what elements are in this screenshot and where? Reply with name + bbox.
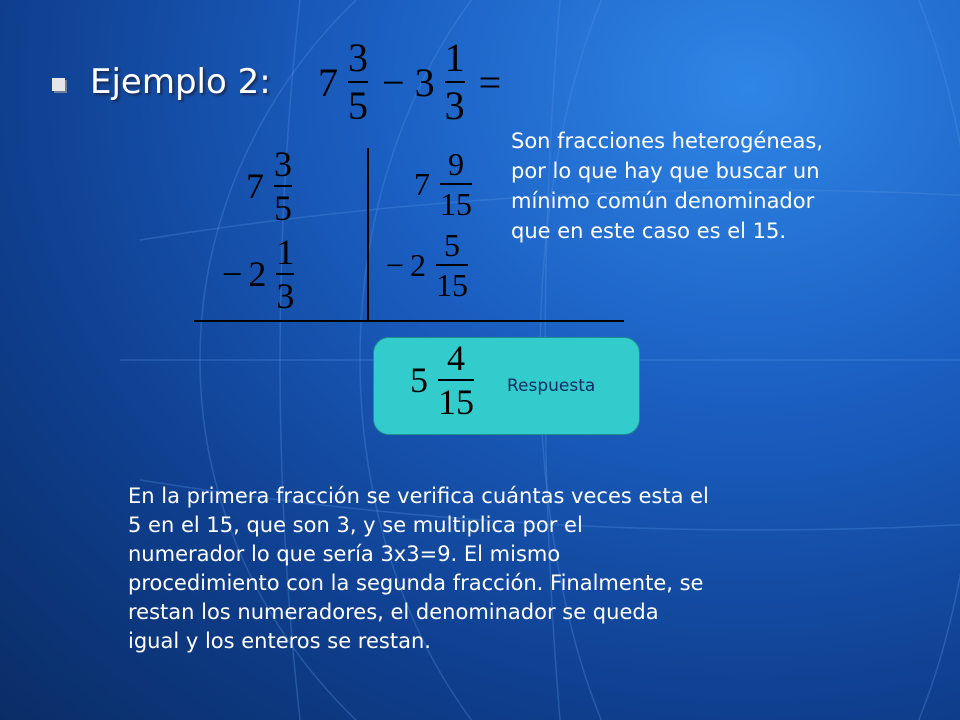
numerator: 3: [348, 35, 368, 80]
numerator: 1: [276, 232, 295, 272]
fraction: [438, 340, 474, 420]
fraction-bar: [438, 379, 474, 381]
whole-number: 3: [414, 59, 435, 105]
minus-sign: −: [386, 246, 405, 283]
denominator: 15: [440, 186, 472, 222]
left-term1: [246, 146, 296, 226]
fraction: [348, 35, 368, 128]
whole-number: 7: [246, 166, 264, 206]
answer-expression: [410, 340, 478, 420]
text-line: Son fracciones heterogéneas,: [511, 129, 824, 153]
minus-operator: −: [382, 59, 405, 105]
denominator: 5: [348, 83, 368, 128]
left-term2: [222, 234, 298, 314]
right-term1: [414, 148, 476, 220]
text-line: mínimo común denominador: [511, 189, 815, 213]
numerator: 9: [448, 146, 464, 182]
text-line: numerador lo que sería 3x3=9. El mismo: [128, 542, 561, 566]
fraction-bar: [276, 273, 294, 275]
text-line: restan los numeradores, el denominador se queda: [128, 600, 659, 624]
minus-sign: −: [222, 254, 243, 294]
answer-label: Respuesta: [507, 376, 596, 396]
whole-number: 7: [414, 165, 430, 202]
denominator: 15: [436, 267, 469, 303]
whole-number: 5: [410, 360, 428, 400]
heading-expression: [318, 35, 511, 128]
equals-sign: =: [478, 59, 502, 105]
text-line: por lo que hay que buscar un: [511, 159, 820, 183]
explanation-bottom: [128, 482, 928, 656]
fraction: [440, 148, 472, 220]
numerator: 5: [444, 227, 461, 263]
result-underline: [194, 320, 624, 322]
right-term2: [386, 229, 472, 301]
fraction: [436, 229, 468, 301]
text-line: igual y los enteros se restan.: [128, 629, 431, 653]
whole-number: 7: [318, 59, 338, 105]
numerator: 1: [444, 35, 465, 80]
text-line: 5 en el 15, que son 3, y se multiplica por el: [128, 513, 583, 537]
slide-title: Ejemplo 2:: [90, 62, 271, 102]
fraction: [274, 146, 292, 226]
vertical-divider: [367, 148, 369, 320]
fraction-bar: [436, 264, 468, 266]
numerator: 4: [447, 338, 465, 378]
text-line: En la primera fracción se verifica cuántas veces esta el: [128, 484, 709, 508]
fraction-bar: [440, 183, 472, 185]
text-line: procedimiento con la segunda fracción. Finalmente, se: [128, 571, 704, 595]
denominator: 3: [444, 83, 465, 128]
whole-number: 2: [248, 254, 267, 294]
text-line: que en este caso es el 15.: [511, 219, 787, 243]
whole-number: 2: [410, 246, 427, 283]
denominator: 5: [274, 188, 292, 228]
fraction: [276, 234, 294, 314]
fraction: [444, 35, 465, 128]
explanation-top: [511, 126, 941, 246]
bullet-icon: [52, 78, 65, 91]
denominator: 3: [276, 276, 295, 316]
denominator: 15: [438, 382, 474, 422]
numerator: 3: [274, 144, 292, 184]
fraction-bar: [274, 185, 292, 187]
